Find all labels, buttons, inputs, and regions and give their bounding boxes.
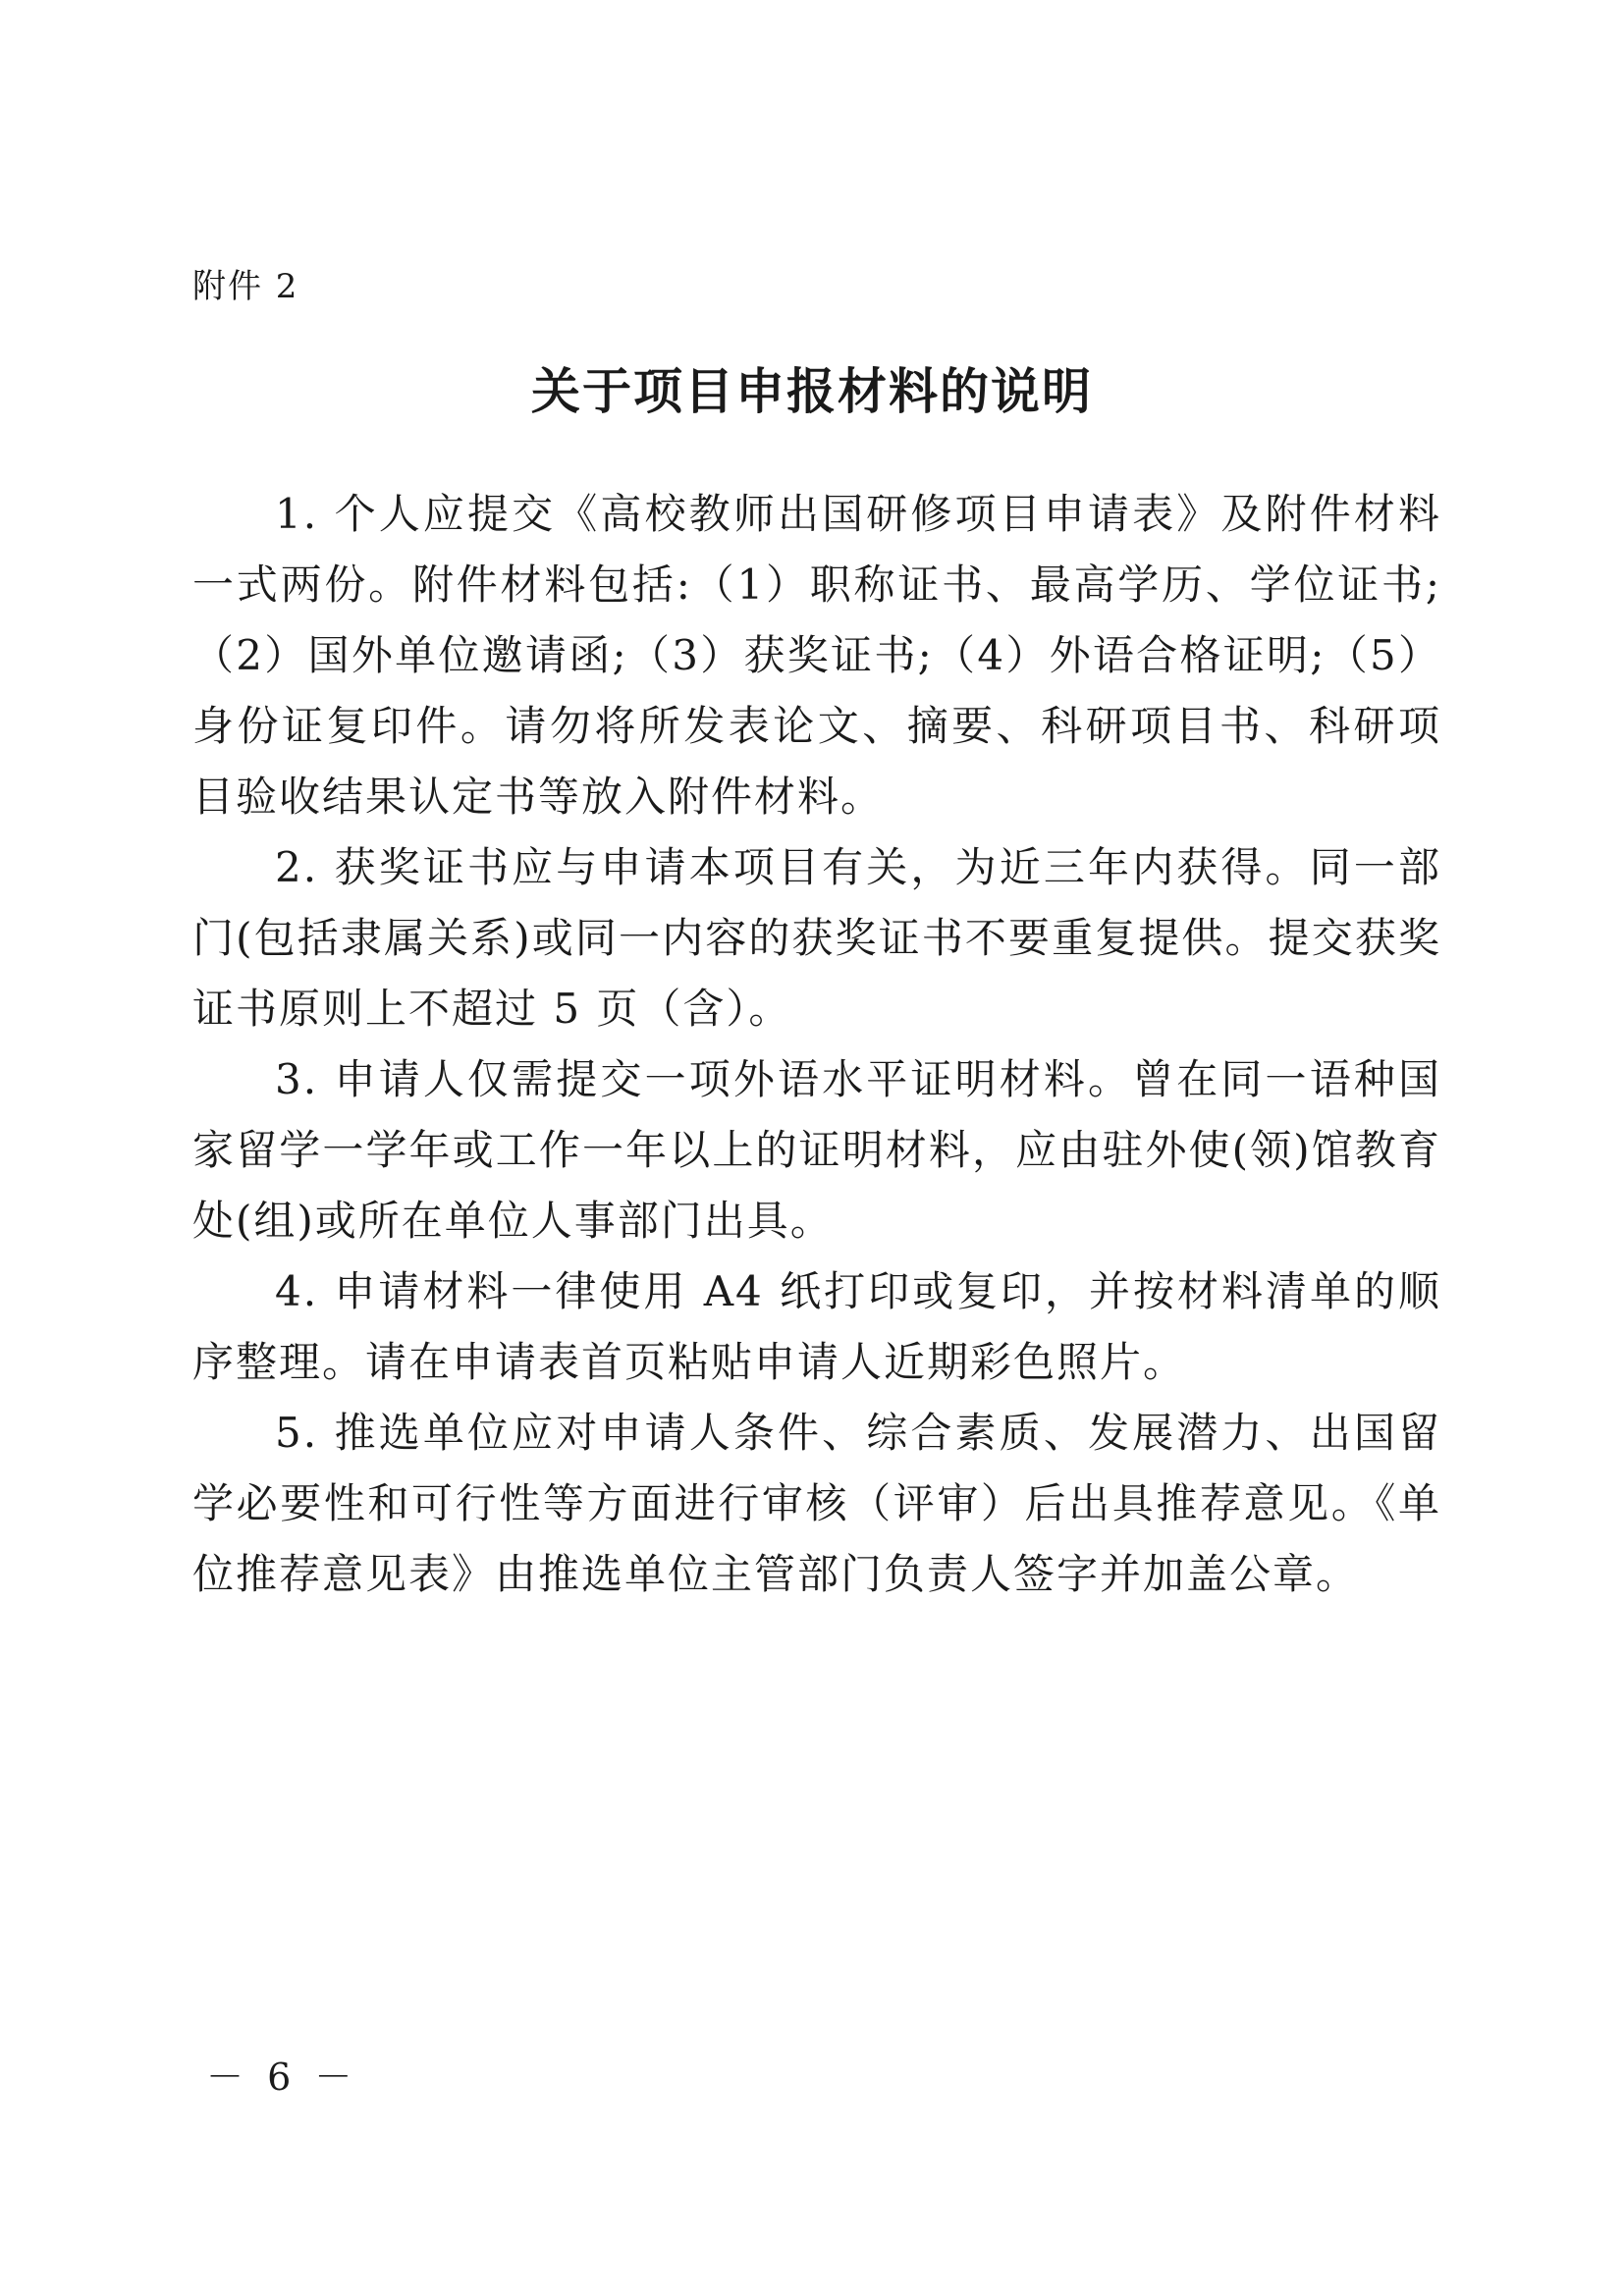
document-body [192,479,1441,1610]
paragraph-1: 1. 个人应提交《高校教师出国研修项目申请表》及附件材料一式两份。附件材料包括:（1）职称证书、最高学历、学位证书;（2）国外单位邀请函;（3）获奖证书;（4）外语合格证明;（5）身份证复印件。请勿将所发表论文、摘要、科研项目书、科研项目验收结果认定书等放入附件材料。 [192,490,1441,821]
attachment-label: 附件 2 [192,267,299,306]
paragraph-2: 2. 获奖证书应与申请本项目有关，为近三年内获得。同一部门(包括隶属关系)或同一内容的获奖证书不要重复提供。提交获奖证书原则上不超过 5 页（含）。 [192,843,1441,1033]
paragraph-4: 4. 申请材料一律使用 A4 纸打印或复印，并按材料清单的顺序整理。请在申请表首页粘贴申请人近期彩色照片。 [192,1267,1441,1386]
paragraph-3: 3. 申请人仅需提交一项外语水平证明材料。曾在同一语种国家留学一学年或工作一年以上的证明材料，应由驻外使(领)馆教育处(组)或所在单位人事部门出具。 [192,1055,1441,1245]
page-number: － 6 － [206,2056,358,2099]
document-title: 关于项目申报材料的说明 [531,362,1093,420]
paragraph-5: 5. 推选单位应对申请人条件、综合素质、发展潜力、出国留学必要性和可行性等方面进行审核（评审）后出具推荐意见。《单位推荐意见表》由推选单位主管部门负责人签字并加盖公章。 [192,1409,1441,1598]
